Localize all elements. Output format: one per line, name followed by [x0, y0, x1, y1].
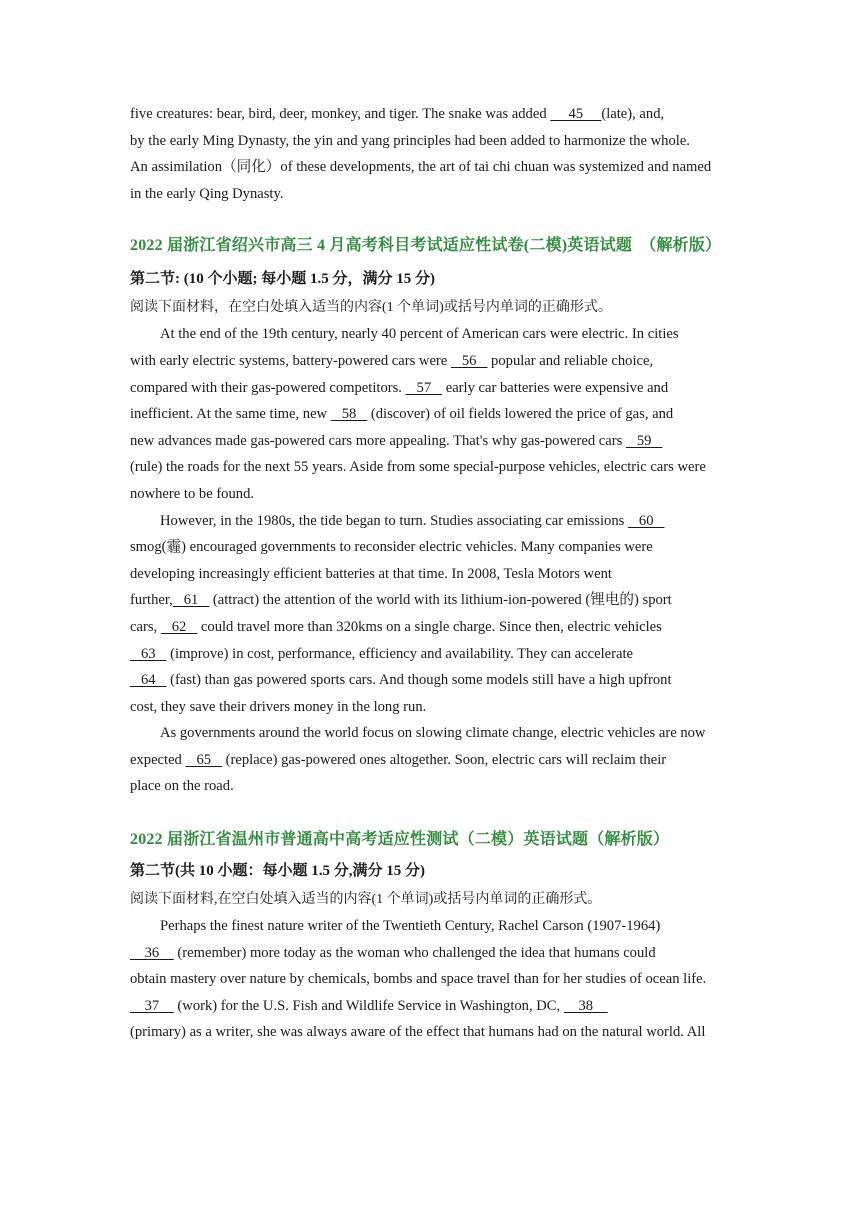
exam2-title: 2022 届浙江省温州市普通高中高考适应性测试（二模）英语试题（解析版） — [130, 831, 670, 849]
top-passage — [130, 101, 735, 207]
text-line: obtain mastery over nature by chemicals, bombs and space travel than for her studies of ocean life. — [130, 971, 707, 988]
text-line: 64 (fast) than gas powered sports cars. And though some models still have a high upfront — [130, 672, 672, 689]
text-line: smog(霾) encouraged governments to reconsider electric vehicles. Many companies were — [130, 539, 653, 556]
text-line: cost, they save their drivers money in the long run. — [130, 698, 427, 715]
text-line: in the early Qing Dynasty. — [130, 185, 284, 202]
blank-65: 65 — [185, 751, 222, 768]
exam2-passage — [130, 913, 735, 1046]
text-line: new advances made gas-powered cars more appealing. That's why gas-powered cars 59 — [130, 432, 663, 449]
text-line: (primary) as a writer, she was always aware of the effect that humans had on the natural world. All — [130, 1024, 706, 1041]
text-line: developing increasingly efficient batteries at that time. In 2008, Tesla Motors went — [130, 565, 612, 582]
text-line: An assimilation（同化）of these developments, the art of tai chi chuan was systemized and named — [130, 159, 712, 176]
text-line: At the end of the 19th century, nearly 40 percent of American cars were electric. In cities — [160, 326, 679, 343]
text-line: cars, 62 could travel more than 320kms on a single charge. Since then, electric vehicles — [130, 618, 662, 635]
blank-62: 62 — [160, 618, 198, 635]
document-page — [130, 101, 735, 1046]
text-line: compared with their gas-powered competitors. 57 early car batteries were expensive and — [130, 379, 669, 396]
blank-36: 36 — [130, 944, 174, 961]
blank-64: 64 — [130, 672, 167, 689]
blank-57: 57 — [405, 379, 443, 396]
blank-38: 38 — [563, 997, 608, 1014]
blank-56: 56 — [450, 352, 488, 369]
text-line: five creatures: bear, bird, deer, monkey, and tiger. The snake was added 45 (late), and, — [130, 106, 665, 122]
text-line: 37 (work) for the U.S. Fish and Wildlife Service in Washington, DC, 38 — [130, 997, 608, 1014]
text-line: further, 61 (attract) the attention of the world with its lithium-ion-powered (锂电的) sport — [130, 592, 672, 609]
text-line: expected 65 (replace) gas-powered ones altogether. Soon, electric cars will reclaim their — [130, 751, 667, 768]
text-line: Perhaps the finest nature writer of the Twentieth Century, Rachel Carson (1907-1964) — [160, 918, 661, 935]
exam1-passage — [130, 321, 735, 800]
exam1-instruction: 阅读下面材料，在空白处填入适当的内容(1 个单词)或括号内单词的正确形式。 — [130, 300, 612, 316]
blank-63: 63 — [130, 645, 167, 662]
text-line: nowhere to be found. — [130, 485, 255, 502]
text-line: (rule) the roads for the next 55 years. Aside from some special-purpose vehicles, electric cars were — [130, 459, 706, 476]
text-line: 63 (improve) in cost, performance, efficiency and availability. They can accelerate — [130, 645, 633, 662]
exam2-section-heading: 第二节(共 10 小题：每小题 1.5 分,满分 15 分) — [130, 863, 425, 880]
exam2-instruction: 阅读下面材料,在空白处填入适当的内容(1 个单词)或括号内单词的正确形式。 — [130, 892, 602, 908]
blank-61: 61 — [172, 592, 210, 609]
text-line: place on the road. — [130, 778, 234, 795]
text-line: However, in the 1980s, the tide began to turn. Studies associating car emissions 60 — [160, 512, 665, 529]
exam1-title: 2022 届浙江省绍兴市高三 4 月高考科目考试适应性试卷(二模)英语试题 （解析版） — [130, 237, 722, 255]
blank-45: 45 — [550, 106, 602, 122]
blank-59: 59 — [625, 432, 663, 449]
blank-37: 37 — [130, 997, 174, 1014]
blank-58: 58 — [330, 406, 368, 423]
text-line: inefficient. At the same time, new 58 (discover) of oil fields lowered the price of gas, and — [130, 406, 674, 423]
text-line: 36 (remember) more today as the woman who challenged the idea that humans could — [130, 944, 656, 961]
blank-60: 60 — [627, 512, 665, 529]
text-line: by the early Ming Dynasty, the yin and yang principles had been added to harmonize the whole. — [130, 132, 690, 149]
text-line: As governments around the world focus on slowing climate change, electric vehicles are now — [160, 725, 706, 742]
text-line: with early electric systems, battery-powered cars were 56 popular and reliable choice, — [130, 352, 654, 369]
exam1-section-heading: 第二节: (10 个小题; 每小题 1.5 分，满分 15 分) — [130, 271, 435, 288]
